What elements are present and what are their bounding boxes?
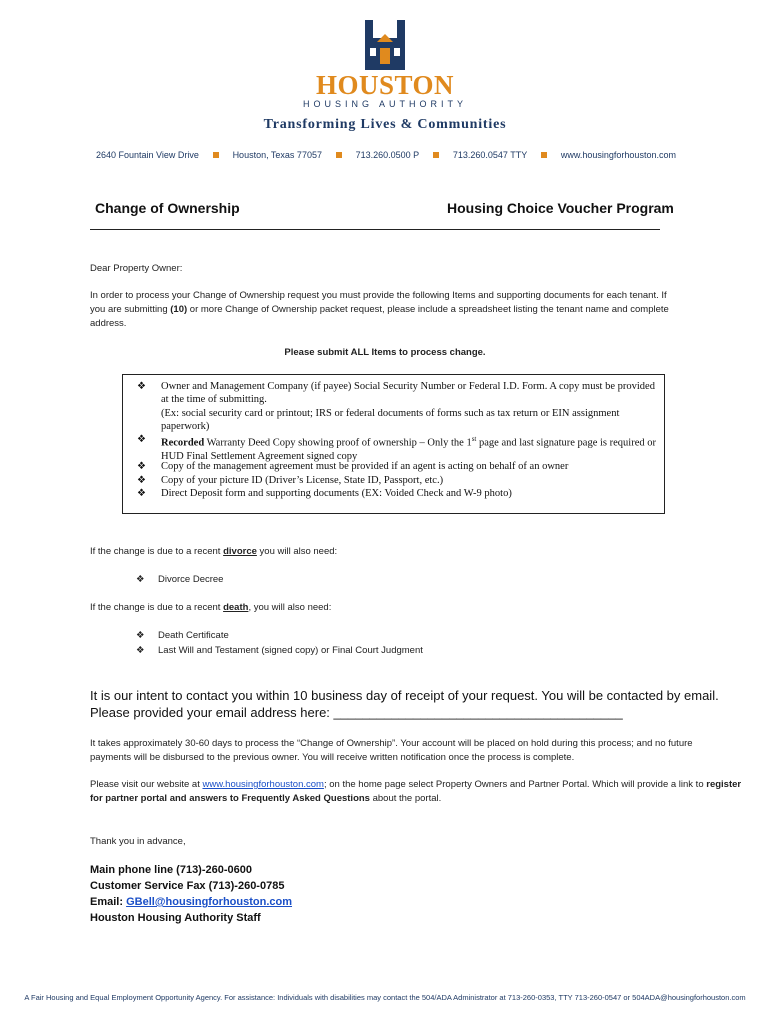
diamond-bullet-icon: ❖ — [137, 381, 146, 392]
list-item: ❖ Recorded Warranty Deed Copy showing proof of ownership – Only the 1st page and last signature page is required or HUD Final Settlement Agreement signed copy — [137, 434, 656, 462]
email-link[interactable]: GBell@housingforhouston.com — [126, 896, 293, 908]
website-link[interactable]: www.housingforhouston.com — [202, 779, 324, 790]
contact-intent: It is our intent to contact you within 10 business day of receipt of your request. You will be contacted by email. Please provided your email address here: ________________________________________ — [90, 688, 719, 720]
list-item: ❖ Last Will and Testament (signed copy) or Final Court Judgment — [136, 645, 423, 656]
contact-bar — [96, 150, 676, 160]
salutation: Dear Property Owner: — [90, 263, 183, 274]
separator-square-icon — [213, 152, 219, 158]
processing-time-paragraph: It takes approximately 30-60 days to process the “Change of Ownership”. Your account will be placed on hold during this process; and no future payments will be disbursed to the previous owner. You will receive written notification once the process is complete. — [90, 738, 693, 763]
diamond-bullet-icon: ❖ — [137, 434, 146, 445]
divorce-intro: If the change is due to a recent divorce you will also need: — [90, 546, 338, 557]
separator-square-icon — [433, 152, 439, 158]
footer-note: A Fair Housing and Equal Employment Opportunity Agency. For assistance: Individuals with disabilities may contact the 504/ADA Administrator at 713-260-0353, TTY 713-260-0547 or 504ADA@housingforhouston.com — [24, 993, 746, 1002]
submit-instruction: Please submit ALL Items to process change. — [284, 347, 486, 358]
houston-housing-authority-logo-icon — [361, 20, 409, 70]
separator-square-icon — [541, 152, 547, 158]
diamond-bullet-icon: ❖ — [136, 645, 145, 656]
program-title: Housing Choice Voucher Program — [447, 200, 674, 216]
email-field[interactable]: Please provided your email address here: ________________________________________ — [90, 705, 623, 720]
city-text: Houston, Texas 77057 — [232, 150, 322, 160]
list-item: ❖ Divorce Decree — [136, 574, 224, 585]
website-paragraph: Please visit our website at www.housingforhouston.com; on the home page select Property Owners and Partner Portal. Which will provide a link to register for partner portal and answers to Frequently Asked Questions about the portal. — [90, 779, 742, 804]
phone-text: 713.260.0500 P — [355, 150, 420, 160]
list-item: ❖ Death Certificate — [136, 630, 229, 641]
required-items-box — [122, 374, 665, 514]
closing: Thank you in advance, — [90, 836, 186, 847]
diamond-bullet-icon: ❖ — [136, 574, 145, 585]
logo-subtitle: HOUSING AUTHORITY — [302, 99, 467, 109]
death-intro: If the change is due to a recent death, you will also need: — [90, 602, 332, 613]
list-item: ❖ Direct Deposit form and supporting documents (EX: Voided Check and W-9 photo) — [137, 488, 512, 499]
tagline: Transforming Lives & Communities — [263, 117, 507, 132]
diamond-bullet-icon: ❖ — [137, 475, 146, 486]
list-item: ❖ Owner and Management Company (if payee) Social Security Number or Federal I.D. Form. A copy must be provided at the time of submitting. (Ex: social security card or printout; IRS or federal documents of forms such as tax return or EIN assignment paperwork) — [137, 381, 655, 433]
fax-number: Customer Service Fax (713)-260-0785 — [90, 880, 285, 892]
diamond-bullet-icon: ❖ — [137, 488, 146, 499]
list-item: ❖ Copy of your picture ID (Driver’s License, State ID, Passport, etc.) — [137, 475, 444, 486]
diamond-bullet-icon: ❖ — [136, 630, 145, 641]
diamond-bullet-icon: ❖ — [137, 461, 146, 472]
document-title: Change of Ownership — [95, 200, 240, 216]
signature: Houston Housing Authority Staff — [90, 912, 261, 924]
list-item: ❖ Copy of the management agreement must be provided if an agent is acting on behalf of an owner — [137, 461, 569, 472]
main-phone: Main phone line (713)-260-0600 — [90, 864, 252, 876]
separator-square-icon — [336, 152, 342, 158]
logo-wordmark: HOUSTON — [315, 70, 455, 100]
address-text: 2640 Fountain View Drive — [96, 150, 199, 160]
website-text[interactable]: www.housingforhouston.com — [560, 150, 676, 160]
email-line: Email: GBell@housingforhouston.com — [90, 896, 293, 908]
tty-text: 713.260.0547 TTY — [452, 150, 528, 160]
heading-divider — [90, 229, 660, 230]
intro-paragraph: In order to process your Change of Ownership request you must provide the following Items and supporting documents for each tenant. If you are submitting (10) or more Change of Ownership packet request, please include a spreadsheet listing the tenant name and complete address. — [90, 290, 669, 329]
